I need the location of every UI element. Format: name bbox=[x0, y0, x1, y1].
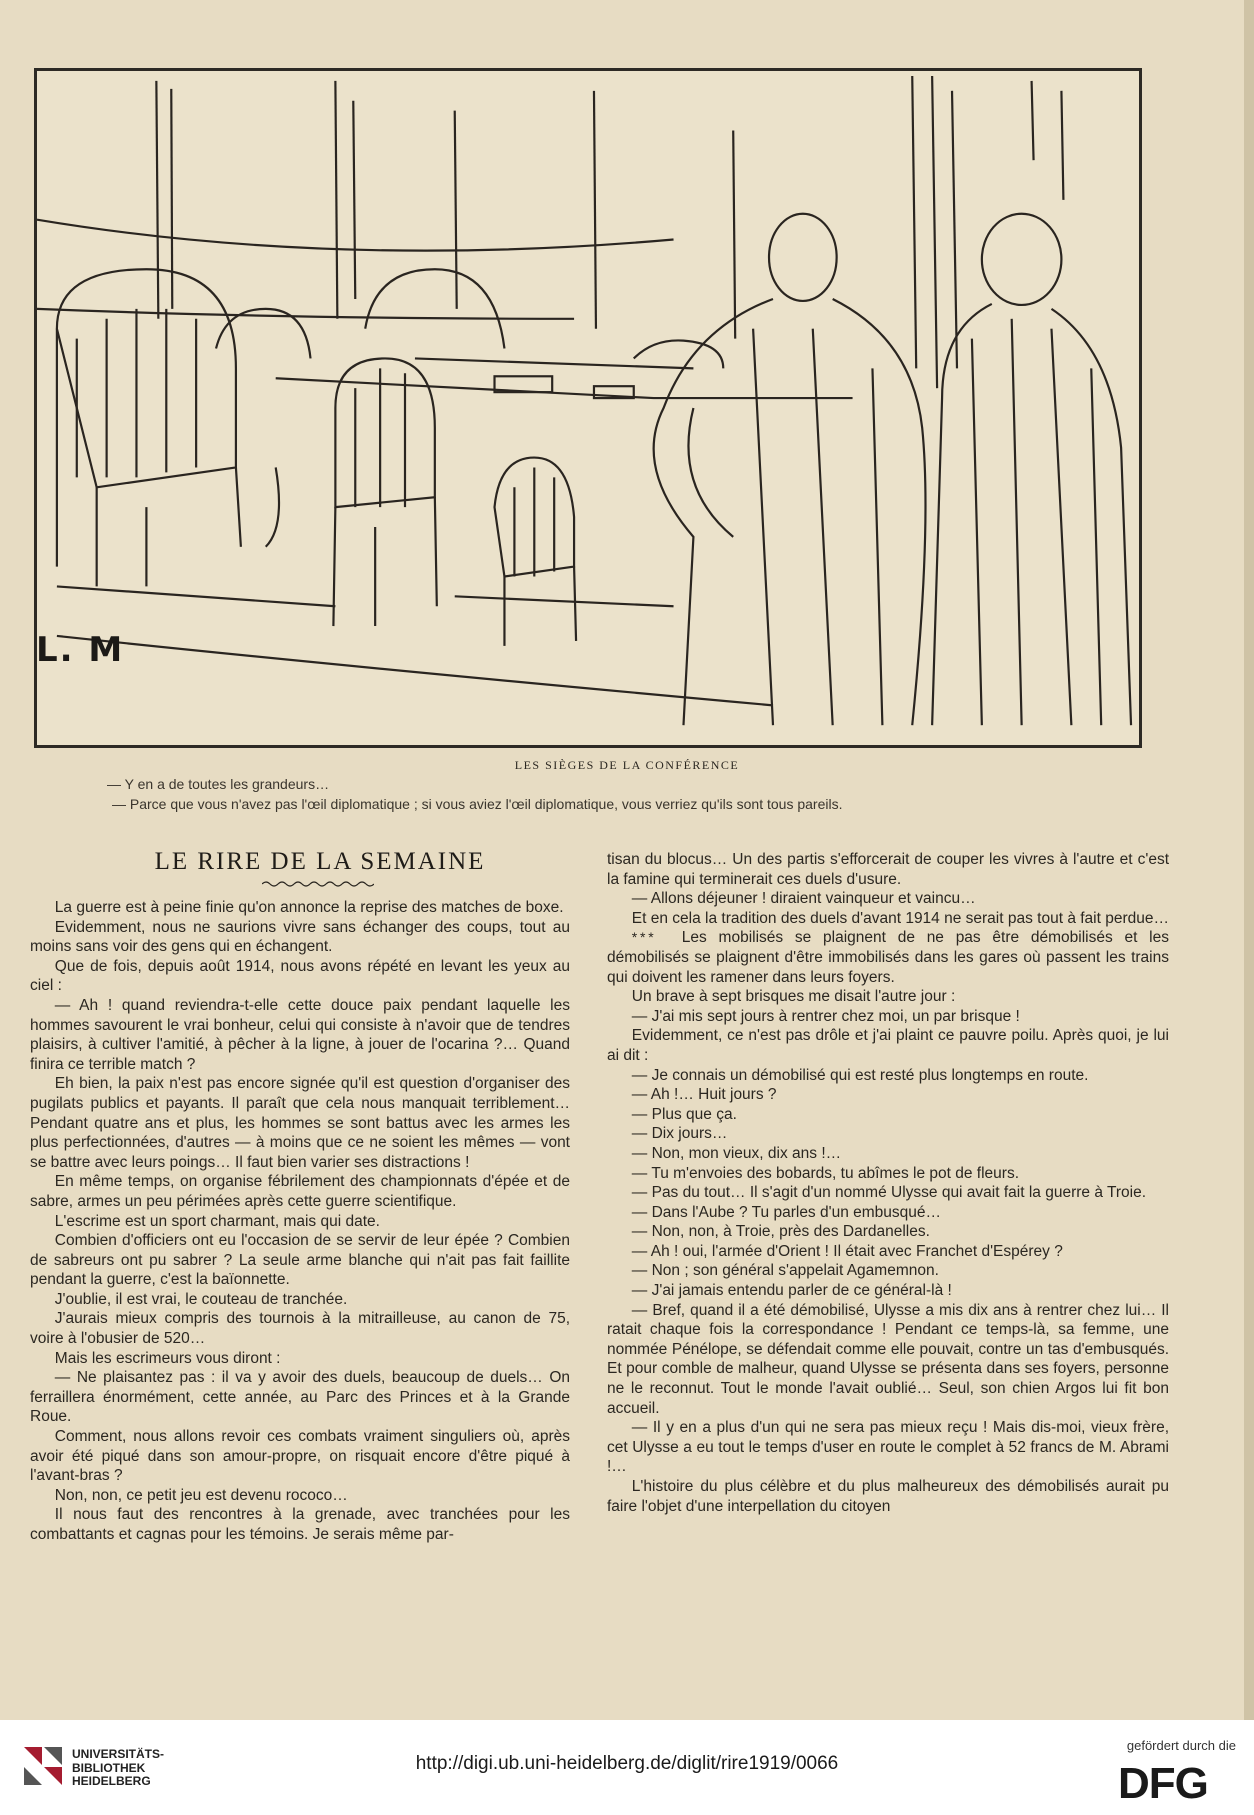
source-url-link[interactable]: http://digi.ub.uni-heidelberg.de/diglit/rire1919/0066 bbox=[415, 1753, 839, 1774]
paragraph: J'oublie, il est vrai, le couteau de tranchée. bbox=[54, 1290, 348, 1308]
paragraph: En même temps, on organise fébrilement des championnats d'épée et de sabre, armes un peu périmées après cette guerre scientifique. bbox=[30, 1173, 570, 1210]
paragraph: — Je connais un démobilisé qui est resté plus longtemps en route. bbox=[631, 1066, 1089, 1084]
paragraph: L'escrime est un sport charmant, mais qui date. bbox=[54, 1212, 380, 1230]
article-title: LE RIRE DE LA SEMAINE bbox=[154, 848, 486, 875]
caption-title: LES SIÈGES DE LA CONFÉRENCE bbox=[514, 758, 740, 772]
page-edge bbox=[1244, 0, 1254, 1720]
paragraph: — Non ; son général s'appelait Agamemnon. bbox=[631, 1262, 939, 1280]
dfg-logo bbox=[1118, 1760, 1236, 1802]
paragraph: — J'ai mis sept jours à rentrer chez moi, un par brisque ! bbox=[631, 1007, 1020, 1025]
paragraph: — Ne plaisantez pas : il va y avoir des duels, beaucoup de duels… On ferraillera énormément, cette année, au Parc des Princes et à la Grande Roue. bbox=[30, 1369, 570, 1426]
paragraph: — Ah ! quand reviendra-t-elle cette douce paix pendant laquelle les hommes savourent le vrai bonheur, celui qui consiste à n'avoir que de tendres plaisirs, à cultiver l'amitié, à pêcher à la ligne, à jouer de l'ocarina ?… Quand finira ce terrible match ? bbox=[30, 996, 570, 1073]
caption-line-1: — Y en a de toutes les grandeurs… bbox=[107, 776, 330, 792]
title-ornament bbox=[262, 880, 374, 888]
paragraph: Un brave à sept brisques me disait l'autre jour : bbox=[631, 988, 956, 1006]
artist-signature: L. M bbox=[36, 630, 125, 670]
paragraph: Comment, nous allons revoir ces combats vraiment singuliers où, après avoir été piqué dans son amour-propre, on risquait encore d'être piqué à l'avant-bras ? bbox=[30, 1428, 570, 1485]
caption-line-2: — Parce que vous n'avez pas l'œil diplomatique ; si vous aviez l'œil diplomatique, vous verriez qu'ils sont tous pareils. bbox=[112, 796, 843, 812]
section-stars: * * * bbox=[631, 929, 654, 946]
paragraph: Mais les escrimeurs vous diront : bbox=[54, 1349, 281, 1367]
right-column bbox=[607, 850, 1169, 1516]
paragraph: — Ah ! oui, l'armée d'Orient ! Il était avec Franchet d'Espérey ? bbox=[631, 1242, 1063, 1260]
paragraph: — Pas du tout… Il s'agit d'un nommé Ulysse qui avait fait la guerre à Troie. bbox=[631, 1184, 1147, 1202]
cartoon-drawing bbox=[37, 71, 1139, 745]
paragraph: — Dix jours… bbox=[631, 1125, 728, 1143]
dfg-logo-text: DFG bbox=[1118, 1760, 1208, 1802]
paragraph: — Plus que ça. bbox=[631, 1105, 737, 1123]
paragraph: J'aurais mieux compris des tournois à la mitrailleuse, au canon de 75, voire à l'obusier de 520… bbox=[30, 1310, 570, 1348]
paragraph: — Bref, quand il a été démobilisé, Ulysse a mis dix ans à rentrer chez lui… Il ratait chaque fois la correspondance ! Pendant ce temps-là, sa femme, une nommée Pénélope, se défendait comme elle pouvait, contre un tas d'embusqués. Et pour comble de malheur, quand Ulysse se présenta dans ses foyers, personne ne le reconnut. Tout le monde l'avait oublié… Seul, son chien Argos lui fit bon accueil. bbox=[607, 1301, 1169, 1417]
paragraph: — Allons déjeuner ! diraient vainqueur et vaincu… bbox=[631, 890, 976, 908]
paragraph: Evidemment, nous ne saurions vivre sans échanger des coups, tout au moins sans voir des gens qui en échangent. bbox=[30, 918, 570, 956]
left-column bbox=[30, 898, 570, 1545]
paragraph: Combien d'officiers ont eu l'occasion de se servir de leur épée ? Combien de sabreurs ont pu sabrer ? La seule arme blanche qui n'ait pas fait faillite pendant la guerre, c'est la baïonnette. bbox=[30, 1232, 570, 1289]
paragraph: La guerre est à peine finie qu'on annonce la reprise des matches de boxe. bbox=[54, 899, 564, 916]
paragraph: — Il y en a plus d'un qui ne sera pas mieux reçu ! Mais dis-moi, vieux frère, cet Ulysse a eu tout le temps d'user en route le complet à 52 francs de M. Abrami !… bbox=[607, 1419, 1169, 1476]
paragraph: tisan du blocus… Un des partis s'efforcerait de couper les vivres à l'autre et c'est la famine qui terminerait ces duels d'usure. bbox=[607, 851, 1169, 888]
sponsor-label: gefördert durch die bbox=[1126, 1738, 1236, 1753]
paragraph: Evidemment, ce n'est pas drôle et j'ai plaint ce pauvre poilu. Après quoi, je lui ai dit : bbox=[607, 1027, 1169, 1064]
paragraph: — Tu m'envoies des bobards, tu abîmes le pot de fleurs. bbox=[631, 1164, 1020, 1182]
paragraph: Que de fois, depuis août 1914, nous avons répété en levant les yeux au ciel : bbox=[30, 957, 570, 995]
paragraph: Non, non, ce petit jeu est devenu rococo… bbox=[54, 1486, 348, 1504]
uni-name-line: HEIDELBERG bbox=[72, 1774, 151, 1788]
paragraph: Eh bien, la paix n'est pas encore signée qu'il est question d'organiser des pugilats publics et payants. Il paraît que cela nous manquait terriblement… Pendant quatre ans et plus, les hommes se sont battus avec les armes les plus perfectionnées, d'autres — à moins que ce ne soient les mêmes — vont se battre avec leurs poings… Il faut bien varier ses distractions ! bbox=[30, 1075, 570, 1171]
paragraph: — Dans l'Aube ? Tu parles d'un embusqué… bbox=[631, 1203, 942, 1221]
paragraph: — J'ai jamais entendu parler de ce général-là ! bbox=[631, 1282, 952, 1300]
cartoon-illustration bbox=[34, 68, 1142, 748]
paragraph: — Non, non, à Troie, près des Dardanelles. bbox=[631, 1223, 930, 1241]
uni-name-line: BIBLIOTHEK bbox=[72, 1760, 146, 1775]
paragraph-with-stars bbox=[607, 928, 1169, 987]
paragraph: Et en cela la tradition des duels d'avant 1914 ne serait pas tout à fait perdue… bbox=[631, 909, 1169, 927]
paragraph: L'histoire du plus célèbre et du plus malheureux des démobilisés aurait pu faire l'objet d'une interpellation du citoyen bbox=[607, 1478, 1169, 1515]
paragraph: Il nous faut des rencontres à la grenade, avec tranchées pour les combattants et cagnas pour les témoins. Je serais même par- bbox=[30, 1506, 570, 1543]
uni-name-line: UNIVERSITÄTS- bbox=[72, 1747, 165, 1761]
paragraph: — Ah !… Huit jours ? bbox=[631, 1086, 777, 1104]
paragraph-text: Les mobilisés se plaignent de ne pas être démobilisés et les démobilisés se plaignent d'être immobilisés dans les gares où passent les trains qui doivent les ramener dans leurs foyers. bbox=[607, 929, 1169, 986]
paragraph: — Non, mon vieux, dix ans !… bbox=[631, 1144, 842, 1162]
